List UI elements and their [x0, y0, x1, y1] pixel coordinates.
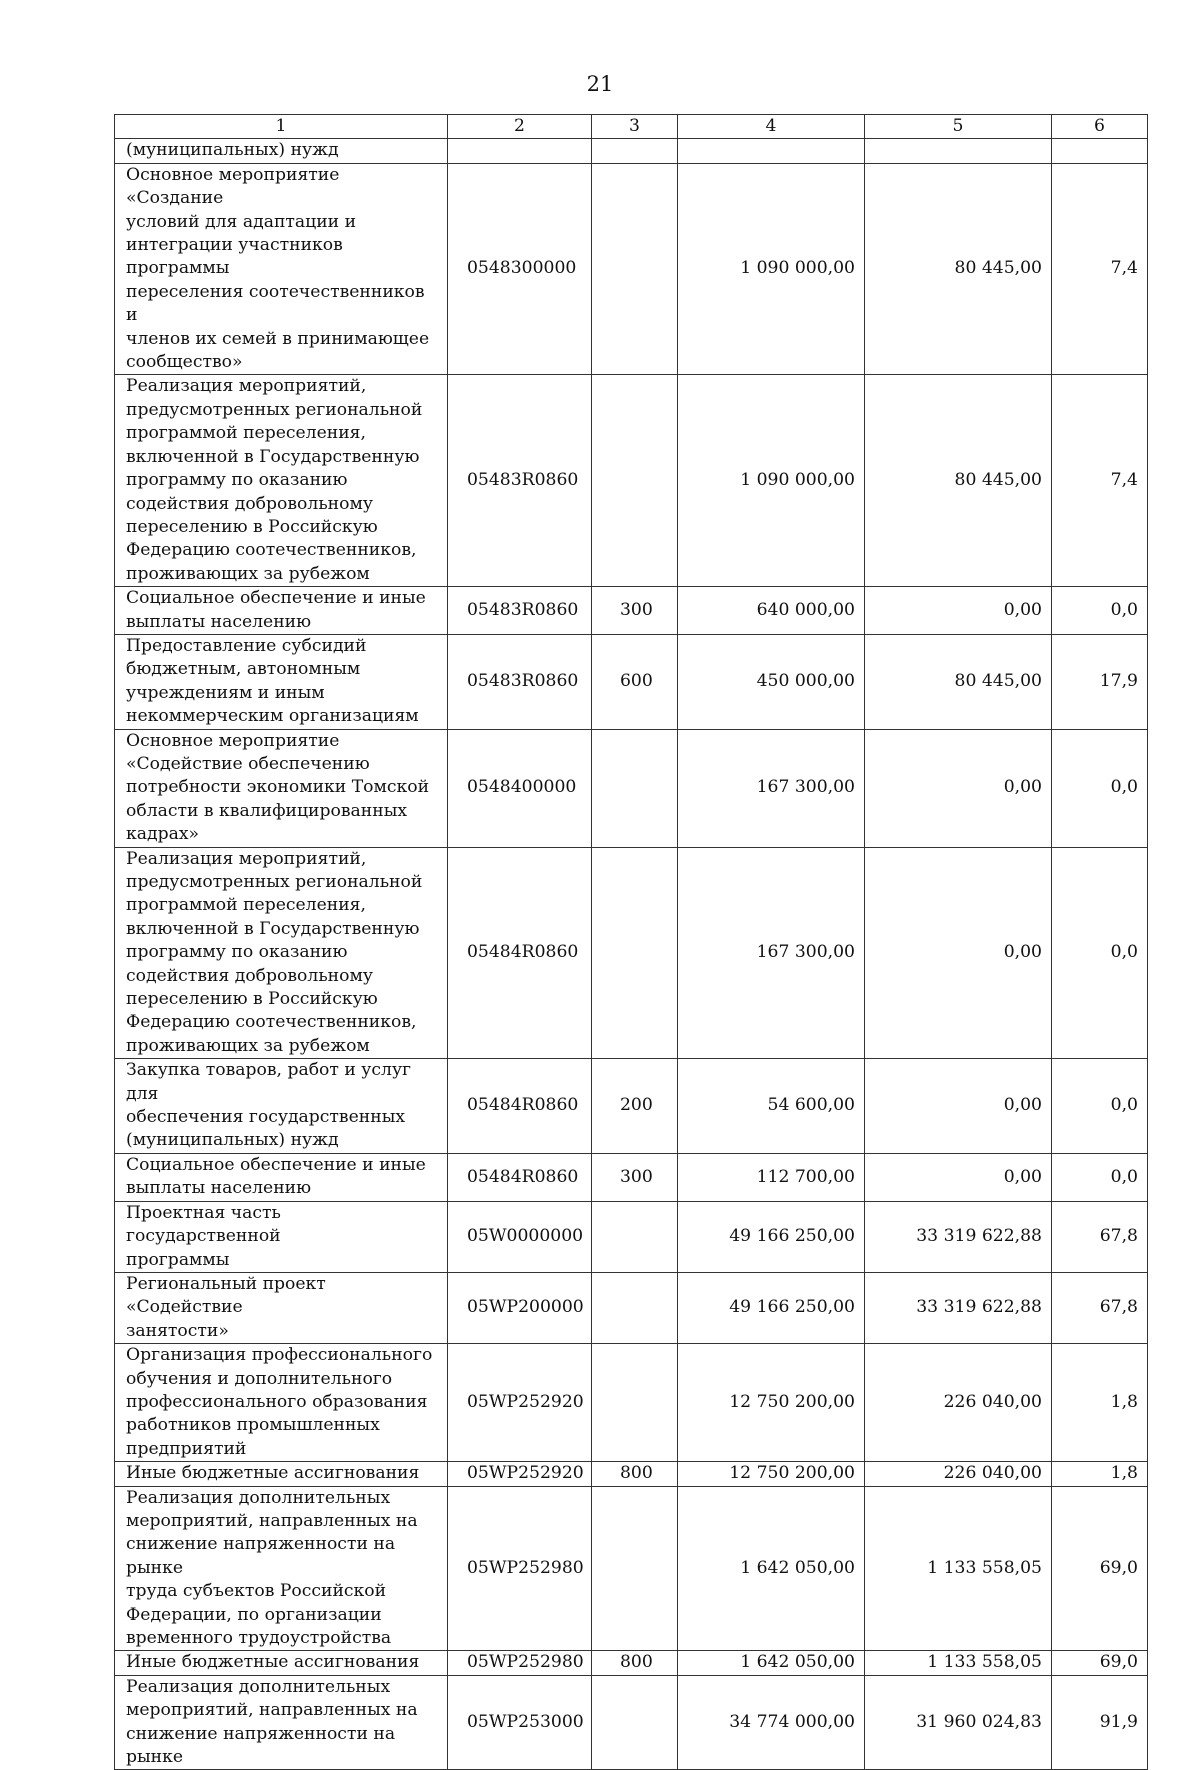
table-row [115, 1344, 1148, 1462]
row-name-line: предусмотренных региональной [126, 399, 423, 420]
row-code-cell: 05WP252920 [448, 1344, 592, 1462]
row-type-cell [592, 1272, 678, 1343]
row-percent-cell: 0,0 [1052, 729, 1148, 847]
row-type-cell: 200 [592, 1059, 678, 1154]
header-row [115, 115, 1148, 139]
row-fact-cell: 226 040,00 [865, 1344, 1052, 1462]
row-name-line: профессионального образования [126, 1391, 428, 1412]
row-name-line: (муниципальных) нужд [126, 1130, 339, 1151]
row-code-cell: 05WP252980 [448, 1651, 592, 1675]
row-name-cell [115, 1201, 448, 1272]
row-code-cell: 05WP252920 [448, 1462, 592, 1486]
row-code-cell: 05WP200000 [448, 1272, 592, 1343]
row-name-line: выплаты населению [126, 611, 312, 632]
row-name-line: проживающих за рубежом [126, 563, 370, 584]
row-fact-cell: 0,00 [865, 847, 1052, 1059]
row-percent-cell: 1,8 [1052, 1462, 1148, 1486]
row-plan-cell: 167 300,00 [678, 847, 865, 1059]
table-row [115, 1059, 1148, 1154]
row-fact-cell: 33 319 622,88 [865, 1201, 1052, 1272]
row-plan-cell: 34 774 000,00 [678, 1675, 865, 1770]
row-plan-cell: 54 600,00 [678, 1059, 865, 1154]
row-code-cell: 0548400000 [448, 729, 592, 847]
row-name-line: программу по оказанию [126, 470, 348, 491]
row-name-cell [115, 1272, 448, 1343]
row-name-line: переселению в Российскую [126, 989, 378, 1010]
row-type-cell [592, 163, 678, 375]
row-code-cell: 05484R0860 [448, 847, 592, 1059]
row-type-cell [592, 139, 678, 163]
row-plan-cell [678, 139, 865, 163]
row-fact-cell: 0,00 [865, 587, 1052, 635]
row-code-cell: 05483R0860 [448, 634, 592, 729]
row-name-line: Проектная часть государственной [126, 1202, 281, 1247]
table-row [115, 1462, 1148, 1486]
row-name-line: занятости» [126, 1320, 229, 1341]
row-plan-cell: 12 750 200,00 [678, 1344, 865, 1462]
table-row [115, 1153, 1148, 1201]
row-type-cell [592, 1201, 678, 1272]
row-percent-cell: 67,8 [1052, 1272, 1148, 1343]
header-cell-6: 6 [1052, 115, 1148, 139]
row-percent-cell: 7,4 [1052, 163, 1148, 375]
row-name-cell [115, 847, 448, 1059]
row-name-line: мероприятий, направленных на [126, 1700, 418, 1721]
row-type-cell: 600 [592, 634, 678, 729]
row-plan-cell: 112 700,00 [678, 1153, 865, 1201]
row-name-line: программу по оказанию [126, 942, 348, 963]
row-name-line: Реализация мероприятий, [126, 848, 367, 869]
row-code-cell: 05483R0860 [448, 375, 592, 587]
row-fact-cell: 0,00 [865, 1059, 1052, 1154]
table-row [115, 375, 1148, 587]
table-body [115, 115, 1148, 1770]
row-code-cell [448, 139, 592, 163]
row-percent-cell: 69,0 [1052, 1486, 1148, 1651]
row-name-line: Основное мероприятие [126, 730, 340, 751]
row-code-cell: 05484R0860 [448, 1153, 592, 1201]
row-name-line: Региональный проект «Содействие [126, 1273, 326, 1318]
row-name-line: предприятий [126, 1438, 247, 1459]
row-name-cell [115, 139, 448, 163]
row-percent-cell: 0,0 [1052, 847, 1148, 1059]
row-name-line: выплаты населению [126, 1178, 312, 1199]
table-row [115, 587, 1148, 635]
row-fact-cell: 80 445,00 [865, 163, 1052, 375]
row-name-line: проживающих за рубежом [126, 1035, 370, 1056]
row-name-line: программой переселения, [126, 895, 366, 916]
row-type-cell [592, 1486, 678, 1651]
row-name-line: переселения соотечественников и [126, 281, 425, 326]
row-code-cell: 0548300000 [448, 163, 592, 375]
row-percent-cell: 17,9 [1052, 634, 1148, 729]
row-plan-cell: 1 642 050,00 [678, 1651, 865, 1675]
page-number: 21 [586, 72, 614, 96]
table-row [115, 1272, 1148, 1343]
table-row [115, 163, 1148, 375]
row-name-line: включенной в Государственную [126, 446, 420, 467]
row-type-cell: 800 [592, 1651, 678, 1675]
row-fact-cell: 0,00 [865, 1153, 1052, 1201]
row-name-line: Основное мероприятие «Создание [126, 164, 340, 209]
row-plan-cell: 12 750 200,00 [678, 1462, 865, 1486]
row-name-line: Федерации, по организации [126, 1604, 382, 1625]
row-type-cell [592, 1675, 678, 1770]
row-name-line: (муниципальных) нужд [126, 140, 339, 161]
row-plan-cell: 167 300,00 [678, 729, 865, 847]
header-cell-2: 2 [448, 115, 592, 139]
row-percent-cell: 69,0 [1052, 1651, 1148, 1675]
header-cell-3: 3 [592, 115, 678, 139]
row-name-line: Социальное обеспечение и иные [126, 588, 426, 609]
row-name-line: Организация профессионального [126, 1345, 433, 1366]
row-plan-cell: 640 000,00 [678, 587, 865, 635]
row-name-cell [115, 1675, 448, 1770]
row-fact-cell: 1 133 558,05 [865, 1651, 1052, 1675]
row-name-line: сообщество» [126, 352, 243, 373]
row-name-line: Предоставление субсидий [126, 635, 367, 656]
row-name-line: кадрах» [126, 824, 200, 845]
row-name-line: области в квалифицированных [126, 800, 408, 821]
row-name-line: некоммерческим организациям [126, 706, 419, 727]
row-name-line: интеграции участников программы [126, 235, 343, 279]
row-name-line: Закупка товаров, работ и услуг для [126, 1060, 412, 1104]
row-name-line: Реализация дополнительных [126, 1487, 391, 1508]
row-fact-cell: 0,00 [865, 729, 1052, 847]
header-cell-4: 4 [678, 115, 865, 139]
row-name-line: временного трудоустройства [126, 1628, 392, 1648]
table-row [115, 847, 1148, 1059]
row-code-cell: 05WP253000 [448, 1675, 592, 1770]
row-name-cell [115, 1153, 448, 1201]
table-row [115, 1486, 1148, 1651]
row-name-cell [115, 1462, 448, 1486]
row-name-line: снижение напряженности на рынке [126, 1534, 396, 1578]
row-name-line: «Содействие обеспечению [126, 753, 370, 774]
row-name-cell [115, 587, 448, 635]
table-row [115, 729, 1148, 847]
row-plan-cell: 450 000,00 [678, 634, 865, 729]
row-name-line: условий для адаптации и [126, 211, 357, 232]
row-fact-cell: 226 040,00 [865, 1462, 1052, 1486]
row-name-line: работников промышленных [126, 1415, 380, 1436]
row-name-line: обучения и дополнительного [126, 1368, 393, 1389]
row-name-cell [115, 1059, 448, 1154]
row-code-cell: 05484R0860 [448, 1059, 592, 1154]
row-name-line: мероприятий, направленных на [126, 1510, 418, 1531]
row-code-cell: 05W0000000 [448, 1201, 592, 1272]
row-name-line: Реализация мероприятий, [126, 376, 367, 397]
row-name-line: снижение напряженности на рынке [126, 1723, 396, 1768]
row-percent-cell: 0,0 [1052, 1059, 1148, 1154]
row-fact-cell: 1 133 558,05 [865, 1486, 1052, 1651]
row-type-cell [592, 1344, 678, 1462]
row-name-line: включенной в Государственную [126, 918, 420, 939]
row-name-line: переселению в Российскую [126, 516, 378, 537]
row-name-cell [115, 729, 448, 847]
row-fact-cell: 33 319 622,88 [865, 1272, 1052, 1343]
row-name-line: Федерацию соотечественников, [126, 540, 417, 561]
row-name-line: Социальное обеспечение и иные [126, 1154, 426, 1175]
row-name-line: содействия добровольному [126, 965, 373, 986]
table-row [115, 139, 1148, 163]
row-name-line: Иные бюджетные ассигнования [126, 1652, 420, 1673]
table-row [115, 1675, 1148, 1770]
row-name-line: обеспечения государственных [126, 1107, 406, 1128]
row-type-cell [592, 847, 678, 1059]
row-name-cell [115, 1651, 448, 1675]
row-type-cell: 300 [592, 587, 678, 635]
row-name-cell [115, 375, 448, 587]
row-name-cell [115, 634, 448, 729]
row-plan-cell: 1 090 000,00 [678, 163, 865, 375]
row-percent-cell: 91,9 [1052, 1675, 1148, 1770]
row-plan-cell: 1 642 050,00 [678, 1486, 865, 1651]
table-row [115, 1651, 1148, 1675]
row-name-line: бюджетным, автономным [126, 659, 361, 680]
row-percent-cell: 0,0 [1052, 587, 1148, 635]
row-name-line: учреждениям и иным [126, 682, 325, 703]
budget-table [114, 114, 1148, 1770]
row-code-cell: 05WP252980 [448, 1486, 592, 1651]
row-code-cell: 05483R0860 [448, 587, 592, 635]
row-name-line: программы [126, 1249, 230, 1270]
row-percent-cell: 67,8 [1052, 1201, 1148, 1272]
row-name-line: потребности экономики Томской [126, 777, 430, 798]
row-percent-cell: 1,8 [1052, 1344, 1148, 1462]
row-name-line: Иные бюджетные ассигнования [126, 1463, 420, 1484]
row-name-line: Федерацию соотечественников, [126, 1012, 417, 1033]
row-name-line: предусмотренных региональной [126, 872, 423, 892]
table-row [115, 1201, 1148, 1272]
row-percent-cell: 0,0 [1052, 1153, 1148, 1201]
row-name-line: членов их семей в принимающее [126, 328, 430, 349]
row-name-cell [115, 1344, 448, 1462]
header-cell-5: 5 [865, 115, 1052, 139]
row-plan-cell: 49 166 250,00 [678, 1201, 865, 1272]
row-name-cell [115, 1486, 448, 1651]
row-plan-cell: 1 090 000,00 [678, 375, 865, 587]
row-fact-cell: 80 445,00 [865, 375, 1052, 587]
row-name-line: Реализация дополнительных [126, 1676, 391, 1697]
row-percent-cell [1052, 139, 1148, 163]
row-percent-cell: 7,4 [1052, 375, 1148, 587]
row-type-cell: 800 [592, 1462, 678, 1486]
row-name-line: содействия добровольному [126, 493, 373, 514]
row-name-line: программой переселения, [126, 423, 366, 444]
row-plan-cell: 49 166 250,00 [678, 1272, 865, 1343]
row-type-cell: 300 [592, 1153, 678, 1201]
header-cell-1: 1 [115, 115, 448, 139]
row-fact-cell: 31 960 024,83 [865, 1675, 1052, 1770]
row-name-line: труда субъектов Российской [126, 1581, 387, 1602]
row-type-cell [592, 729, 678, 847]
table-row [115, 634, 1148, 729]
row-type-cell [592, 375, 678, 587]
row-name-cell [115, 163, 448, 375]
row-fact-cell [865, 139, 1052, 163]
row-fact-cell: 80 445,00 [865, 634, 1052, 729]
